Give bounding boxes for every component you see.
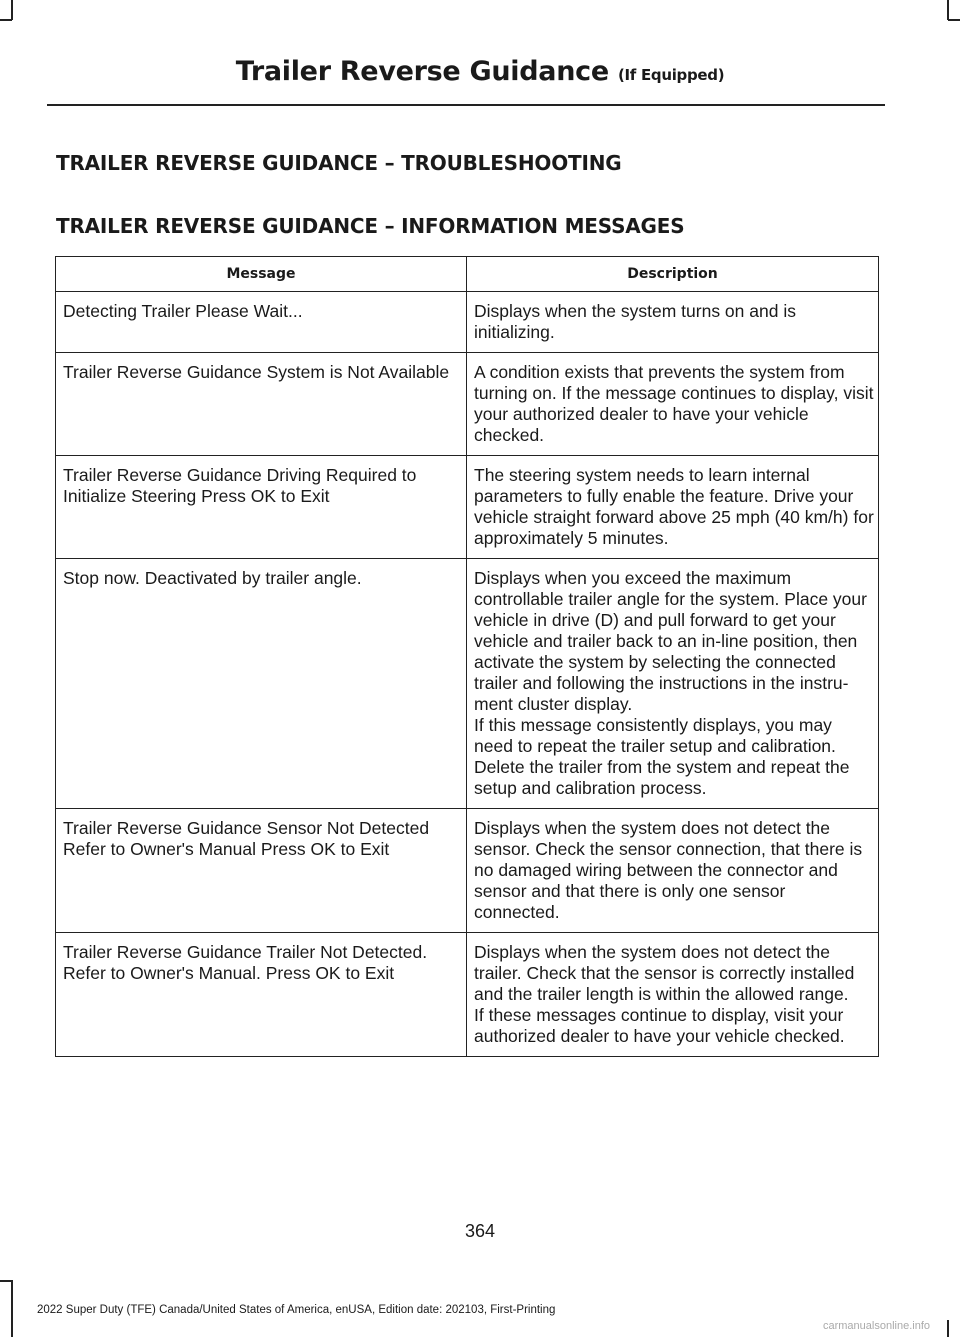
description-cell <box>467 292 879 353</box>
header-divider <box>47 104 885 106</box>
table-row <box>56 353 879 456</box>
table-row <box>56 933 879 1057</box>
table-row <box>56 559 879 809</box>
description-text: Displays when the system does not detect the sensor. Check the sensor connection, that there is no damaged wiring between the connector and sensor and that there is only one sensor connected. <box>474 818 863 922</box>
table-row <box>56 809 879 933</box>
table-row <box>56 292 879 353</box>
edition-footer: 2022 Super Duty (TFE) Canada/United States of America, enUSA, Edition date: 202103, First-Printing <box>37 1304 556 1316</box>
description-text: The steering system needs to learn internal parameters to fully enable the feature. Drive your vehicle straight forward above 25 mph (40 km/h) for approximately 5 minutes. <box>474 465 874 548</box>
description-text: A condition exists that prevents the system from turning on. If the message continues to display, visit your authorized dealer to have your vehicle checked. <box>474 362 874 445</box>
message-cell: Stop now. Deactivated by trailer angle. <box>56 559 467 809</box>
crop-mark <box>0 19 12 21</box>
message-cell: Detecting Trailer Please Wait... <box>56 292 467 353</box>
message-cell: Trailer Reverse Guidance Driving Required to Initialize Steering Press OK to Exit <box>56 456 467 559</box>
message-cell: Trailer Reverse Guidance Sensor Not Detected Refer to Owner's Manual Press OK to Exit <box>56 809 467 933</box>
table-row <box>56 456 879 559</box>
crop-mark <box>947 0 949 20</box>
description-text: If this message consistently displays, you may need to repeat the trailer setup and calibration. Delete the trailer from the system and repeat the setup and calibration process. <box>474 715 850 798</box>
header-qualifier: (If Equipped) <box>617 66 725 84</box>
crop-mark <box>947 1320 949 1337</box>
description-text: Displays when you exceed the maximum controllable trailer angle for the system. Place your vehicle in drive (D) and pull forward to get your vehicle and trailer back to an in-line position, then activate the system by selecting the connected trailer and following the instructions in the instrument cluster display. <box>474 568 867 714</box>
subsection-title: TRAILER REVERSE GUIDANCE – INFORMATION MESSAGES <box>56 214 685 238</box>
crop-mark <box>11 1280 13 1337</box>
message-cell: Trailer Reverse Guidance System is Not Available <box>56 353 467 456</box>
description-cell <box>467 809 879 933</box>
crop-mark <box>0 1280 12 1282</box>
information-messages-table <box>55 256 879 1057</box>
watermark[interactable]: carmanualsonline.info <box>822 1320 930 1332</box>
description-cell <box>467 559 879 809</box>
crop-mark <box>11 0 13 20</box>
message-cell: Trailer Reverse Guidance Trailer Not Detected. Refer to Owner's Manual. Press OK to Exit <box>56 933 467 1057</box>
crop-mark <box>948 19 960 21</box>
table-header-row <box>56 257 879 292</box>
column-header-message: Message <box>56 257 467 292</box>
description-cell <box>467 353 879 456</box>
description-text: If these messages continue to display, visit your authorized dealer to have your vehicle checked. <box>474 1005 845 1046</box>
page-header <box>0 56 960 87</box>
section-title: TRAILER REVERSE GUIDANCE – TROUBLESHOOTING <box>56 151 622 175</box>
description-text: Displays when the system turns on and is initializing. <box>474 301 796 342</box>
description-cell <box>467 456 879 559</box>
description-cell <box>467 933 879 1057</box>
header-title: Trailer Reverse Guidance <box>235 56 609 87</box>
description-text: Displays when the system does not detect the trailer. Check that the sensor is correctly installed and the trailer length is within the allowed range. <box>474 942 855 1004</box>
column-header-description: Description <box>467 257 879 292</box>
page-number: 364 <box>464 1221 496 1241</box>
